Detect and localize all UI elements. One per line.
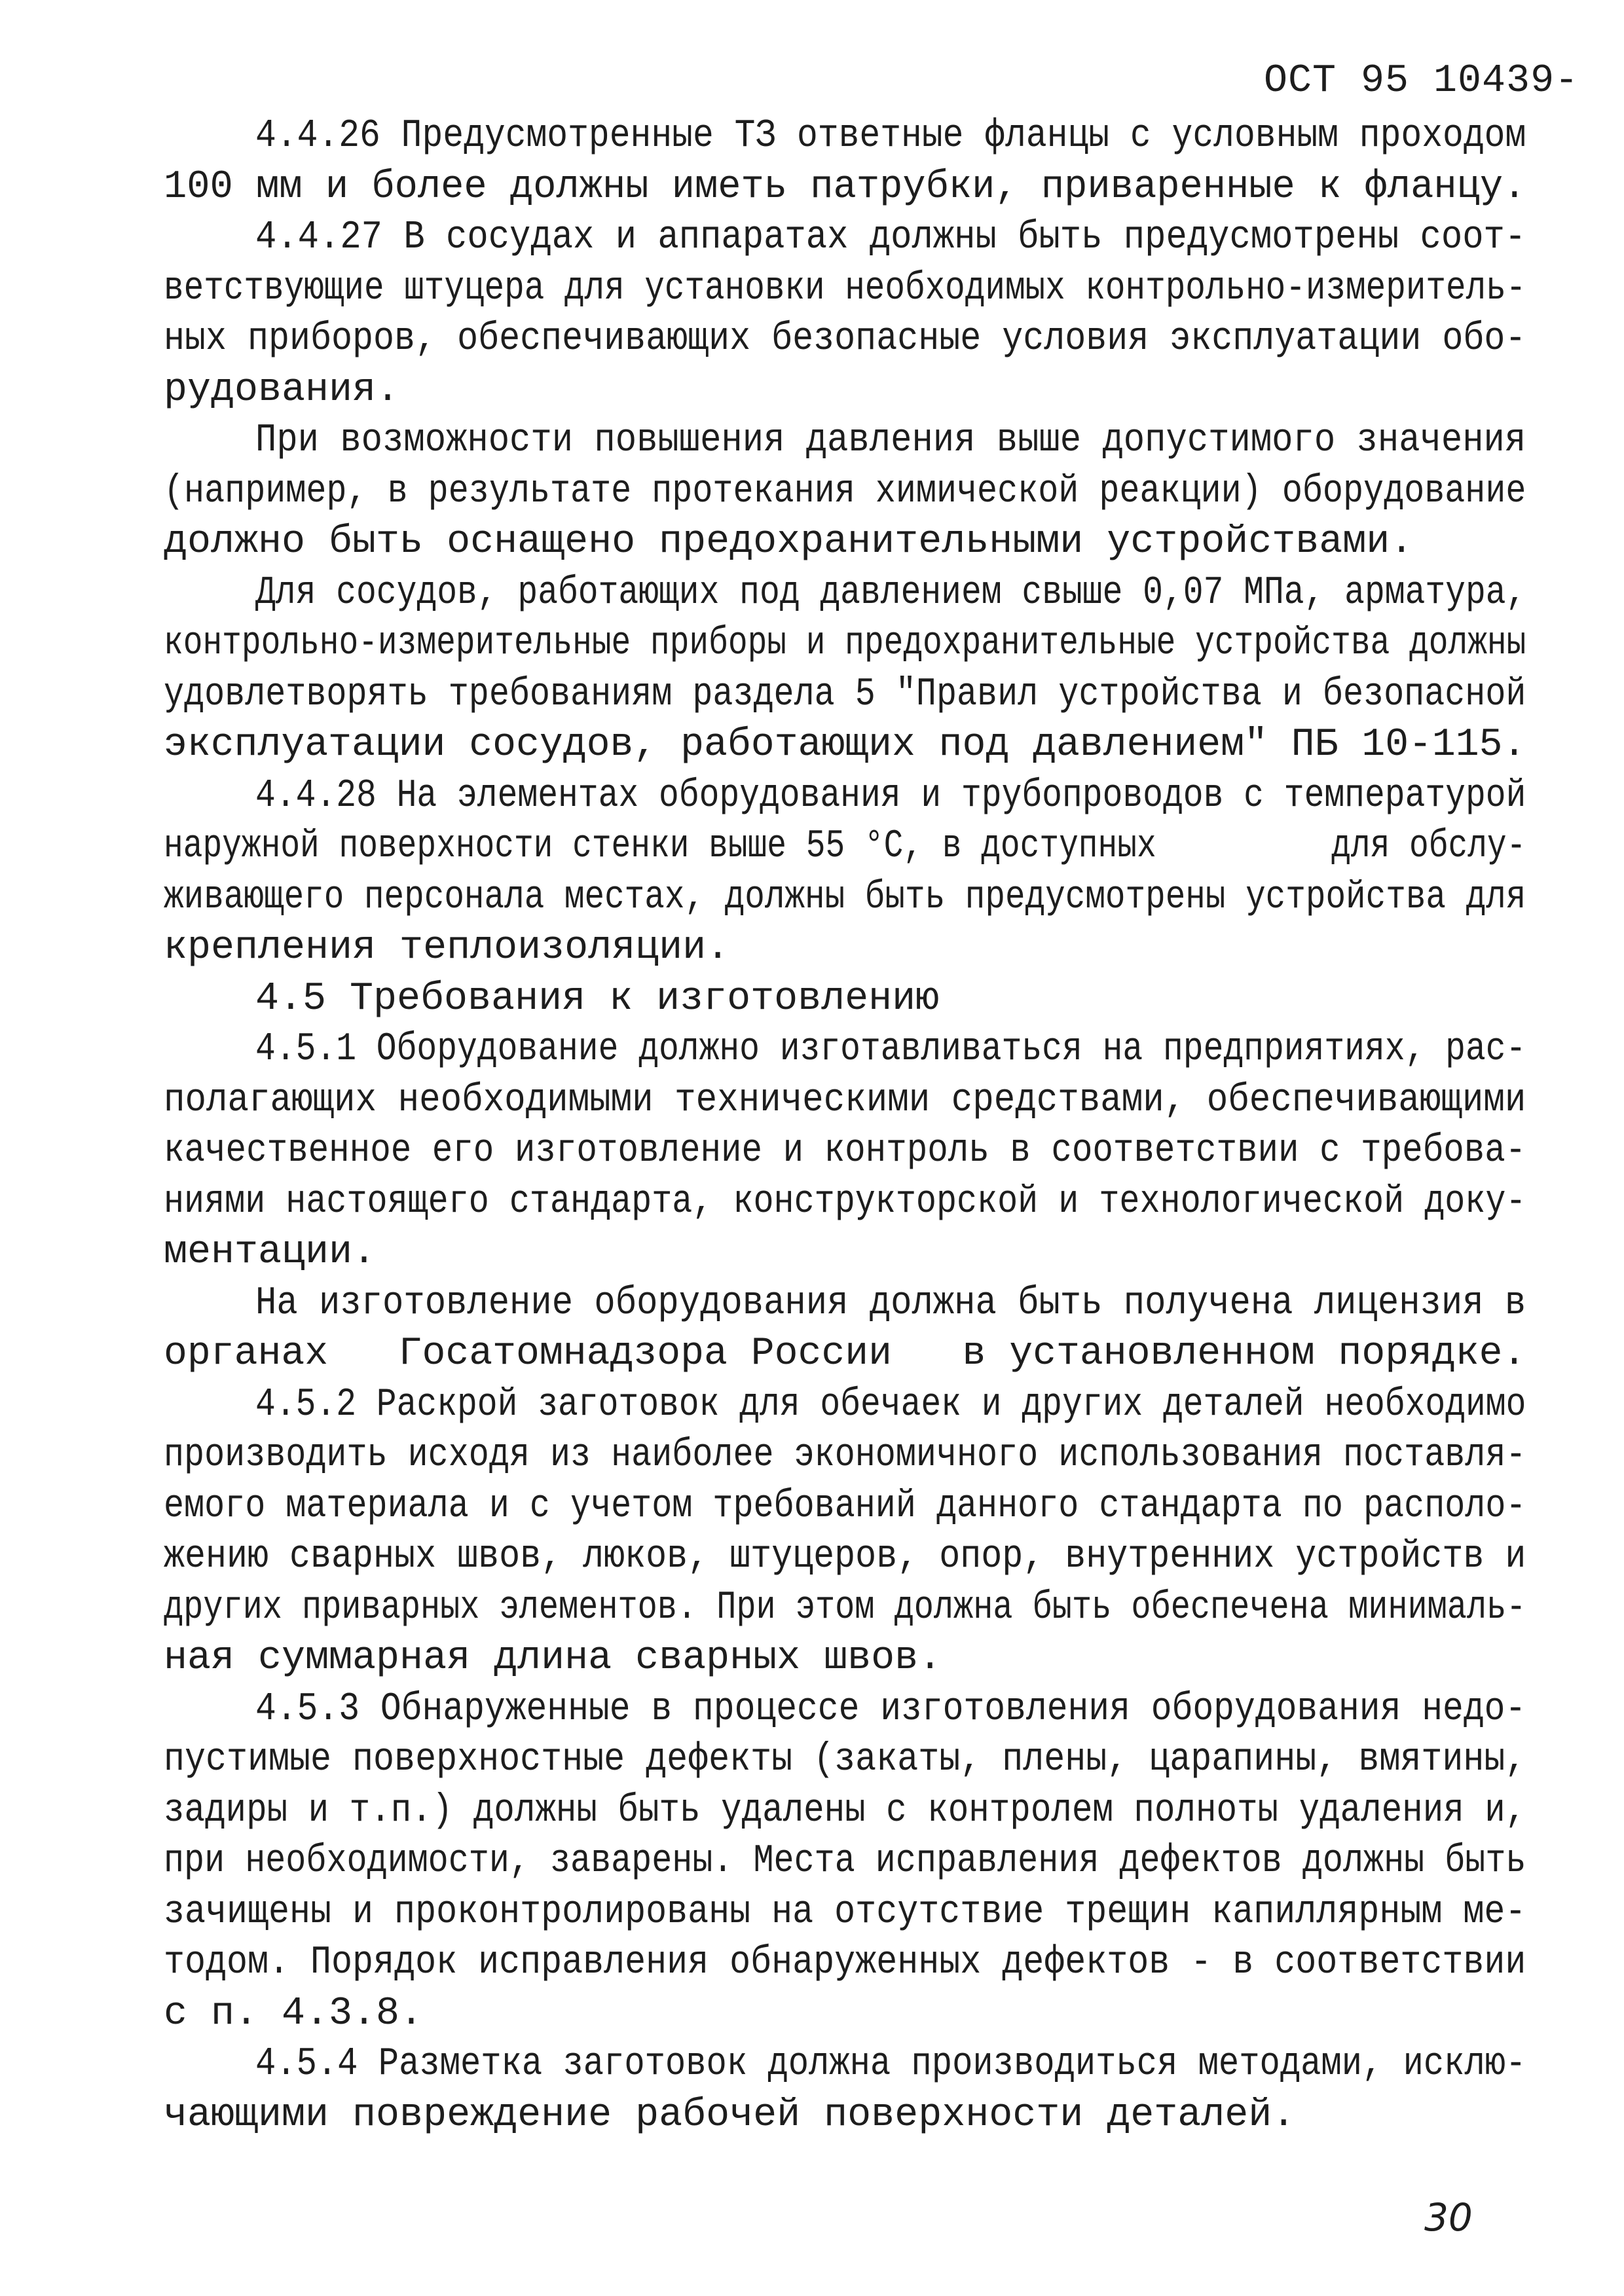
document-code: ОСТ 95 10439- bbox=[1264, 59, 1579, 103]
text-line: с п. 4.3.8. bbox=[164, 1991, 424, 2036]
text-line: эксплуатации сосудов, работающих под давлением" ПБ 10-115. bbox=[164, 723, 1526, 767]
text-line: производить исходя из наиболее экономичного использования поставля- bbox=[164, 1433, 1526, 1478]
paragraph-first-line: Для сосудов, работающих под давлением свыше 0,07 МПа, арматура, bbox=[255, 570, 1526, 615]
text-line: 100 мм и более должны иметь патрубки, приваренные к фланцу. bbox=[164, 164, 1526, 210]
text-line: крепления теплоизоляции. bbox=[164, 926, 730, 970]
text-line: качественное его изготовление и контроль в соответствии с требова- bbox=[164, 1129, 1526, 1173]
text-line: должно быть оснащено предохранительными устройствами. bbox=[164, 520, 1414, 564]
paragraph-first-line: 4.5.4 Разметка заготовок должна производиться методами, исклю- bbox=[255, 2042, 1526, 2086]
text-line: органах Госатомнадзора России в установленном порядке. bbox=[164, 1332, 1526, 1376]
text-line: полагающих необходимыми техническими средствами, обеспечивающими bbox=[164, 1078, 1526, 1123]
text-line: рудования. bbox=[164, 367, 400, 412]
text-line: пустимые поверхностные дефекты (закаты, плены, царапины, вмятины, bbox=[164, 1738, 1526, 1782]
paragraph-first-line: 4.4.26 Предусмотренные ТЗ ответные фланцы с условным проходом bbox=[255, 114, 1526, 158]
text-line: зачищены и проконтролированы на отсутствие трещин капиллярным ме- bbox=[164, 1889, 1526, 1935]
text-line: (например, в результате протекания химической реакции) оборудование bbox=[164, 469, 1526, 514]
paragraph-first-line: При возможности повышения давления выше допустимого значения bbox=[255, 418, 1526, 463]
text-line: живающего персонала местах, должны быть предусмотрены устройства для bbox=[164, 875, 1526, 920]
paragraph-first-line: 4.5.1 Оборудование должно изготавливаться на предприятиях, рас- bbox=[255, 1027, 1526, 1072]
text-line: других приварных элементов. При этом должна быть обеспечена минималь- bbox=[164, 1585, 1526, 1630]
paragraph-first-line: 4.5.3 Обнаруженные в процессе изготовления оборудования недо- bbox=[255, 1686, 1526, 1732]
paragraph-first-line: 4.4.27 В сосудах и аппаратах должны быть предусмотрены соот- bbox=[255, 215, 1526, 260]
text-line: ветствующие штуцера для установки необходимых контрольно-измеритель- bbox=[164, 266, 1526, 311]
text-line: контрольно-измерительные приборы и предохранительные устройства должны bbox=[164, 621, 1526, 666]
text-line: ментации. bbox=[164, 1230, 377, 1275]
paragraph-first-line: На изготовление оборудования должна быть получена лицензия в bbox=[255, 1281, 1526, 1326]
text-line: ная суммарная длина сварных швов. bbox=[164, 1636, 942, 1681]
text-line: емого материала и с учетом требований данного стандарта по располо- bbox=[164, 1484, 1526, 1529]
text-line: наружной поверхности стенки выше 55 °С, в доступных для обслу- bbox=[164, 824, 1526, 869]
text-line: ных приборов, обеспечивающих безопасные условия эксплуатации обо- bbox=[164, 317, 1526, 361]
paragraph-first-line: 4.5 Требования к изготовлению bbox=[255, 976, 940, 1021]
paragraph-first-line: 4.4.28 На элементах оборудования и трубопроводов с температурой bbox=[255, 773, 1526, 818]
text-line: жению сварных швов, люков, штуцеров, опор, внутренних устройств и bbox=[164, 1535, 1526, 1579]
text-line: чающими повреждение рабочей поверхности деталей. bbox=[164, 2092, 1296, 2138]
text-line: тодом. Порядок исправления обнаруженных дефектов - в соответствии bbox=[164, 1941, 1526, 1985]
text-line: задиры и т.п.) должны быть удалены с контролем полноты удаления и, bbox=[164, 1788, 1526, 1833]
text-line: при необходимости, заварены. Места исправления дефектов должны быть bbox=[164, 1839, 1526, 1884]
text-line: удовлетворять требованиям раздела 5 "Правил устройства и безопасной bbox=[164, 672, 1526, 717]
paragraph-first-line: 4.5.2 Раскрой заготовок для обечаек и других деталей необходимо bbox=[255, 1382, 1526, 1427]
text-line: ниями настоящего стандарта, конструкторской и технологической доку- bbox=[164, 1179, 1526, 1224]
page-number: 30 bbox=[1424, 2195, 1473, 2240]
